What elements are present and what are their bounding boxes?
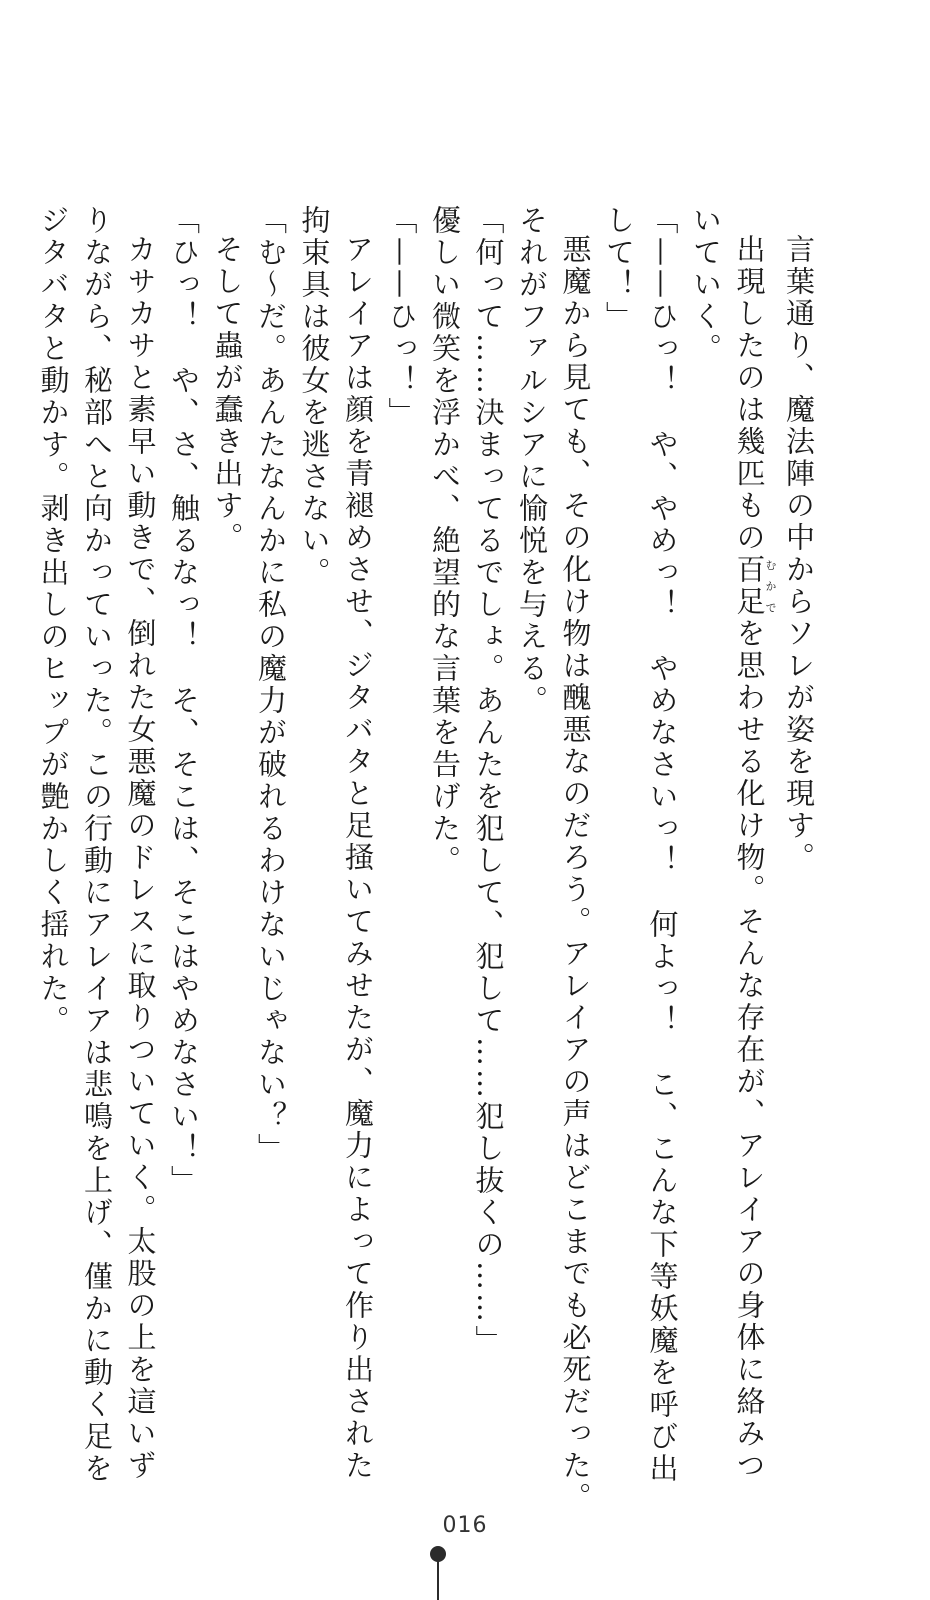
text-line: 「——ひっ！」: [384, 205, 419, 429]
text-line: 言葉通り、魔法陣の中からソレが姿を現す。: [782, 234, 816, 874]
text-line: 出現したのは幾匹もの百足むかでを思わせる化け物。そんな存在が、アレイアの身体に絡みつ: [732, 234, 777, 1482]
text-line: 「——ひっ！ や、やめっ！ やめなさいっ！ 何よっ！ こ、こんな下等妖魔を呼び出: [645, 205, 680, 1485]
vertical-body-text: [36, 205, 820, 1514]
text-line: 「何って……決まってるでしょ。あんたを犯して、犯して……犯し抜くの……」: [471, 205, 506, 1357]
page-number: 016: [442, 1513, 488, 1538]
text-line: ジタバタと動かす。剥き出しのヒップが艶かしく揺れた。: [36, 205, 71, 1037]
folio-stem-ornament: [437, 1560, 439, 1600]
text-line: そして蟲が蠢き出す。: [210, 234, 245, 554]
text-line: 「む〜だ。あんたなんかに私の魔力が破れるわけないじゃない？」: [254, 205, 288, 1165]
text-line: して！」: [602, 205, 636, 333]
text-line: カサカサと素早い動きで、倒れた女悪魔のドレスに取りついていく。太股の上を這いず: [123, 234, 158, 1482]
text-line: それがファルシアに愉悦を与える。: [515, 205, 549, 717]
text-line: 「ひっ！ や、さ、触るなっ！ そ、そこは、そこはやめなさい！」: [167, 205, 201, 1197]
text-line: いていく。: [689, 205, 723, 365]
ruby-annotation: 百足むかで: [732, 554, 777, 618]
text-line: 優しい微笑を浮かべ、絶望的な言葉を告げた。: [428, 205, 462, 877]
text-line: 拘束具は彼女を逃さない。: [297, 205, 332, 589]
text-line: りながら、秘部へと向かっていった。この行動にアレイアは悲鳴を上げ、僅かに動く足を: [80, 205, 114, 1485]
text-line: 悪魔から見ても、その化け物は醜悪なのだろう。アレイアの声はどこまでも必死だった。: [558, 234, 593, 1514]
text-line: アレイアは顔を青褪めさせ、ジタバタと足掻いてみせたが、魔力によって作り出された: [341, 234, 375, 1482]
